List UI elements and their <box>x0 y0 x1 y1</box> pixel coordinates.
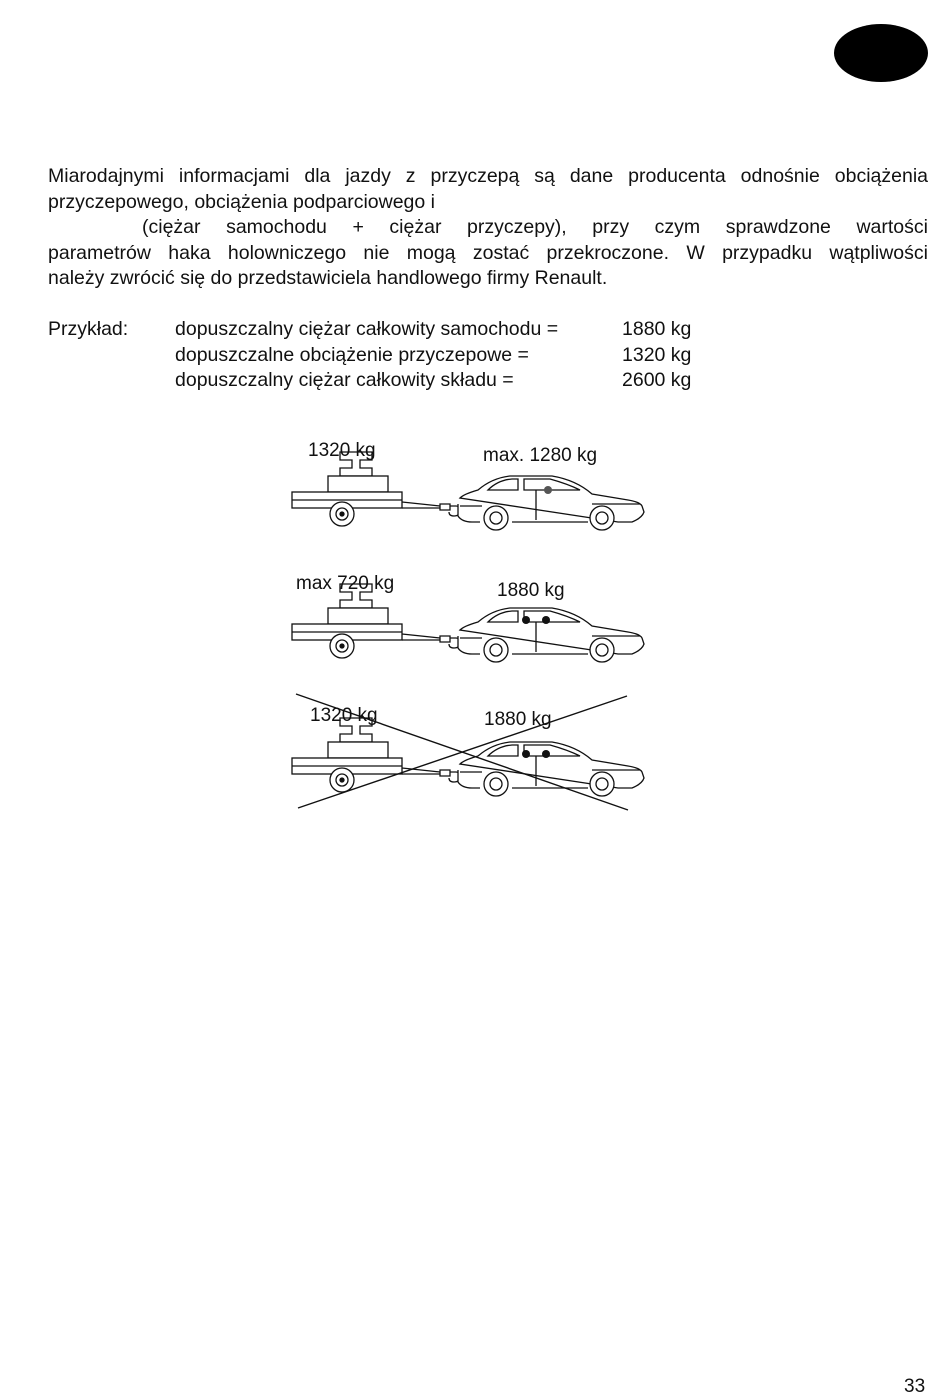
passenger-figure <box>542 616 550 624</box>
intro-line: Miarodajnymi informacjami dla jazdy z przyczepą są dane producenta odnośnie obciążenia <box>48 165 928 187</box>
illustration-1 <box>292 440 644 530</box>
example-label: Przykład: <box>48 318 129 340</box>
example-value: 1880 kg <box>622 318 692 340</box>
illustration-2 <box>292 573 644 662</box>
passenger-figure <box>522 616 530 624</box>
example-description: dopuszczalne obciążenie przyczepowe = <box>175 343 529 366</box>
passenger-figure <box>542 750 550 758</box>
passenger-figure <box>522 750 530 758</box>
trailer-weight-label: 1320 kg <box>310 705 378 726</box>
page-number: 33 <box>904 1376 926 1397</box>
car-weight-label: max. 1280 kg <box>483 445 598 466</box>
example-description: dopuszczalny ciężar całkowity samochodu = <box>175 318 559 340</box>
trailer-car-drawing <box>292 718 644 796</box>
trailer-weight-label: max 720 kg <box>296 573 395 594</box>
example-value: 1320 kg <box>622 343 692 366</box>
intro-line: parametrów haka holowniczego nie mogą zostać przekroczone. W przypadku wątpliwości <box>48 241 928 264</box>
trailer-car-drawing <box>292 584 644 662</box>
intro-line: (ciężar samochodu + ciężar przyczepy), przy czym sprawdzone wartości <box>142 216 928 238</box>
car-weight-label: 1880 kg <box>484 709 552 730</box>
illustration-3 <box>292 694 644 810</box>
trailer-weight-label: 1320 kg <box>308 440 376 461</box>
driver-figure <box>544 486 552 494</box>
intro-line: przyczepowego, obciążenia podparciowego i <box>48 190 435 213</box>
example-value: 2600 kg <box>622 369 692 391</box>
intro-line: należy zwrócić się do przedstawiciela handlowego firmy Renault. <box>48 267 608 289</box>
car-weight-label: 1880 kg <box>497 580 565 601</box>
example-description: dopuszczalny ciężar całkowity składu = <box>175 369 514 391</box>
